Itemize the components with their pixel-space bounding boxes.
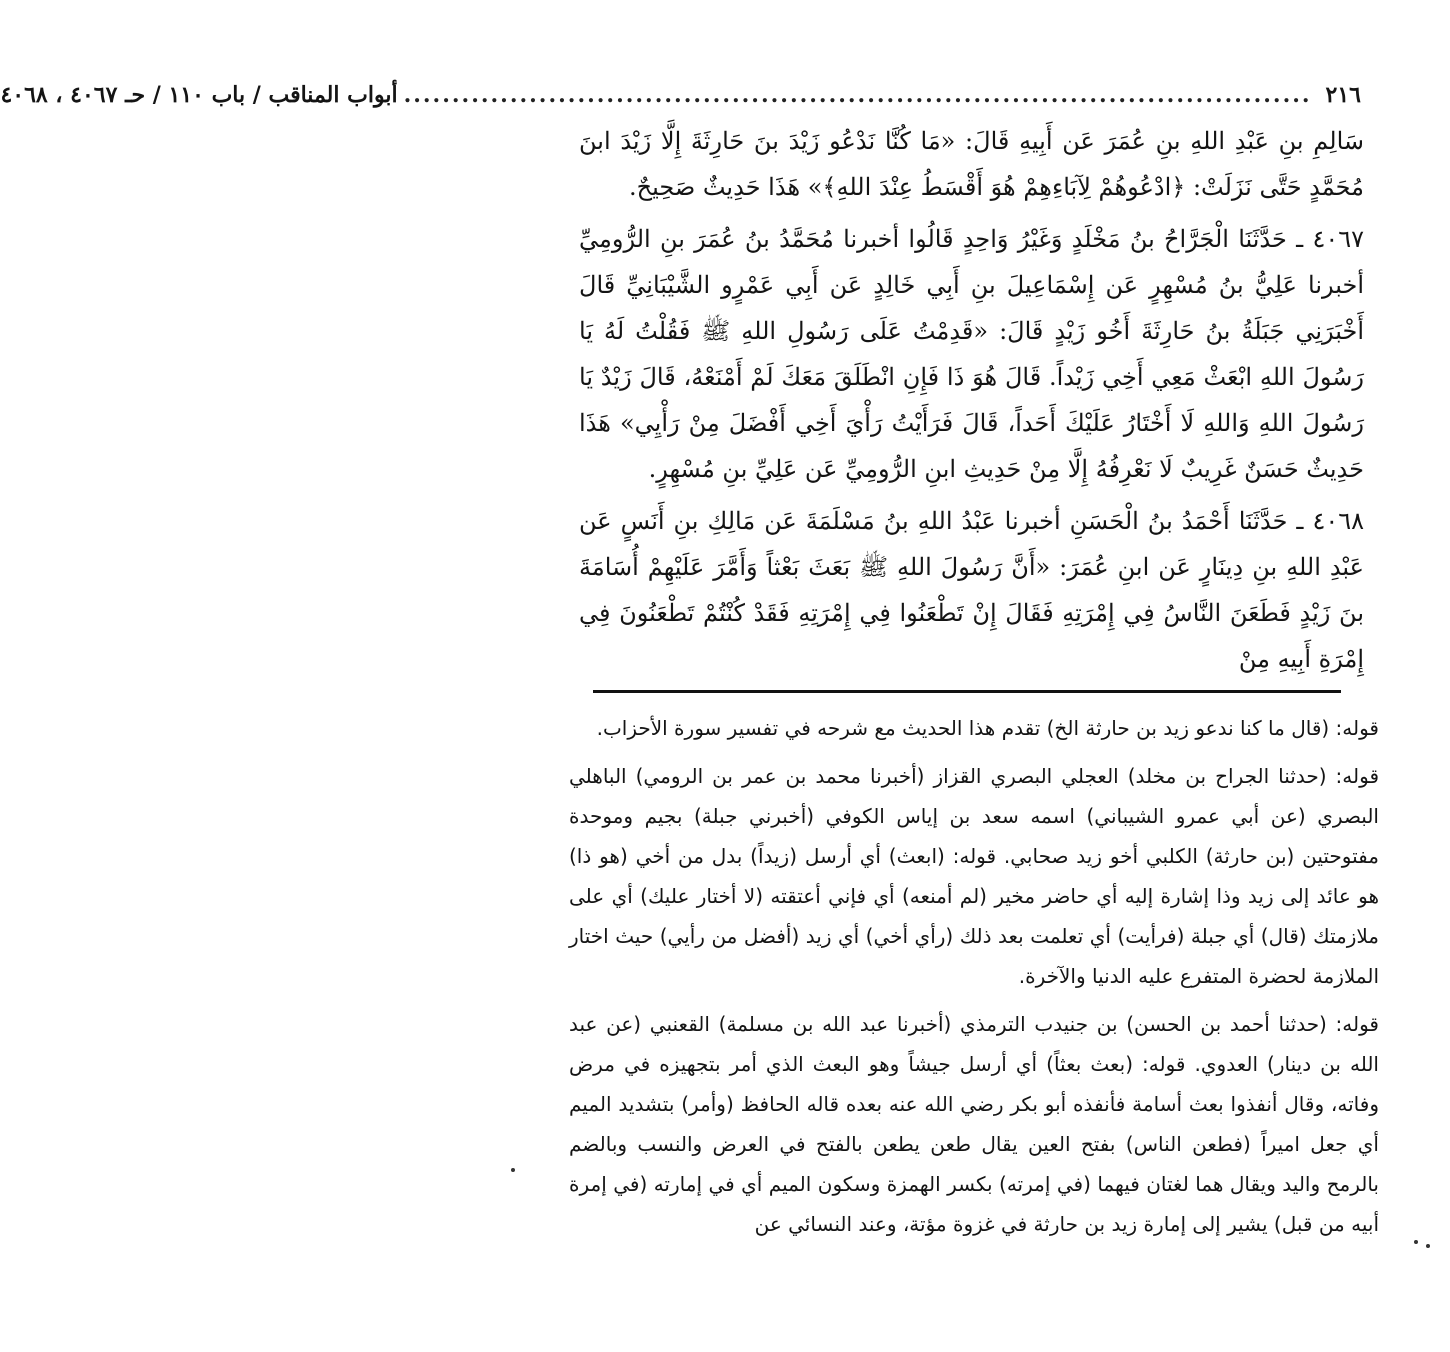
- commentary-paragraph: قوله: (حدثنا الجراح بن مخلد) العجلي البصري القزاز (أخبرنا محمد بن عمر بن الرومي) الباهلي البصري (عن أبي عمرو الشيباني) اسمه سعد بن إياس الكوفي (أخبرني جبلة) بجيم وموحدة مفتوحتين (بن حارثة) الكلبي أخو زيد صحابي. قوله: (ابعث) أي أرسل (زيداً) بدل من أخي (هو ذا) هو عائد إلى زيد وذا إشارة إليه أي حاضر مخير (لم أمنعه) أي فإني أعتقته (لا أختار عليك) أي على ملازمتك (قال) أي جبلة (فرأيت) أي تعلمت بعد ذلك (رأي أخي) أي زيد (أفضل من رأيي) حيث اختار الملازمة لحضرة المتفرع عليه الدنيا والآخرة.: [569, 764, 1379, 988]
- scan-speck: [1414, 1240, 1418, 1244]
- header-leader-dots: ..............................................................................................: [403, 82, 1312, 108]
- page-number: ٢١٦: [1325, 82, 1361, 108]
- chapter-title: أبواب المناقب / باب ١١٠ / حـ ٤٠٦٧ ، ٤٠٦٨: [0, 82, 398, 108]
- main-paragraph: سَالِمِ بنِ عَبْدِ اللهِ بنِ عُمَرَ عَن أَبِيهِ قَالَ: «مَا كُنَّا نَدْعُو زَيْدَ بنَ حَارِثَةَ إِلَّا زَيْدَ ابنَ مُحَمَّدٍ حَتَّى نَزَلَتْ: ﴿ادْعُوهُمْ لِآبَاءِهِمْ هُوَ أَقْسَطُ عِنْدَ اللهِ﴾» هَذَا حَدِيثٌ صَحِيحٌ.: [579, 127, 1364, 201]
- main-paragraph: ٤٠٦٨ ـ حَدَّثَنَا أَحْمَدُ بنُ الْحَسَنِ أخبرنا عَبْدُ اللهِ بنُ مَسْلَمَةَ عَن مَالِكِ بنِ أَنَسٍ عَن عَبْدِ اللهِ بنِ دِينَارٍ عَن ابنِ عُمَرَ: «أَنَّ رَسُولَ اللهِ ﷺ بَعَثَ بَعْثاً وَأَمَّرَ عَلَيْهِمْ أُسَامَةَ بنَ زَيْدٍ فَطَعَنَ النَّاسُ فِي إِمْرَتِهِ فَقَالَ إِنْ تَطْعَنُوا فِي إِمْرَتِهِ فَقَدْ كُنْتُمْ تَطْعَنُونَ فِي إِمْرَةِ أَبِيهِ مِنْ: [579, 507, 1365, 673]
- commentary-paragraph: قوله: (حدثنا أحمد بن الحسن) بن جنيدب الترمذي (أخبرنا عبد الله بن مسلمة) القعنبي (عن عبد الله بن دينار) العدوي. قوله: (بعث بعثاً) أي أرسل جيشاً وهو البعث الذي أمر بتجهيزه في مرض وفاته، وقال أنفذوا بعث أسامة فأنفذه أبو بكر رضي الله عنه بعده قاله الحافظ (وأمر) بتشديد الميم أي جعل اميراً (فطعن الناس) بفتح العين يقال طعن يطعن بالفتح في العرض والنسب وبالضم بالرمح واليد ويقال هما لغتان فيهما (في إمرته) بكسر الهمزة وسكون الميم أي في إمارته (في إمرة أبيه من قبل) يشير إلى إمارة زيد بن حارثة في غزوة مؤتة، وعند النسائي عن: [569, 1012, 1379, 1236]
- main-text: [579, 118, 1364, 688]
- footnote-separator: [593, 690, 1341, 693]
- scan-speck: [511, 1168, 515, 1172]
- commentary-paragraph: قوله: (قال ما كنا ندعو زيد بن حارثة الخ) تقدم هذا الحديث مع شرحه في تفسير سورة الأحزاب.: [596, 716, 1379, 740]
- scan-speck: [1426, 1244, 1430, 1248]
- page-header: [0, 68, 1361, 108]
- commentary: [569, 708, 1379, 1252]
- main-paragraph: ٤٠٦٧ ـ حَدَّثَنَا الْجَرَّاحُ بنُ مَخْلَدٍ وَغَيْرُ وَاحِدٍ قَالُوا أخبرنا مُحَمَّدُ بنُ عُمَرَ بنِ الرُّومِيِّ أخبرنا عَلِيُّ بنُ مُسْهِرٍ عَن إِسْمَاعِيلَ بنِ أَبِي خَالِدٍ عَن أَبِي عَمْرٍو الشَّيْبَانِيِّ قَالَ أَخْبَرَنِي جَبَلَةُ بنُ حَارِثَةَ أَخُو زَيْدٍ قَالَ: «قَدِمْتُ عَلَى رَسُولِ اللهِ ﷺ فَقُلْتُ لَهُ يَا رَسُولَ اللهِ ابْعَثْ مَعِي أَخِي زَيْداً. قَالَ هُوَ ذَا فَإِنِ انْطَلَقَ مَعَكَ لَمْ أَمْنَعْهُ، قَالَ زَيْدٌ يَا رَسُولَ اللهِ وَاللهِ لَا أَخْتَارُ عَلَيْكَ أَحَداً، قَالَ فَرَأَيْتُ رَأْيَ أَخِي أَفْضَلَ مِنْ رَأْيِي» هَذَا حَدِيثٌ حَسَنٌ غَرِيبٌ لَا نَعْرِفُهُ إِلَّا مِنْ حَدِيثِ ابنِ الرُّومِيِّ عَن عَلِيِّ بنِ مُسْهِرٍ.: [579, 225, 1364, 483]
